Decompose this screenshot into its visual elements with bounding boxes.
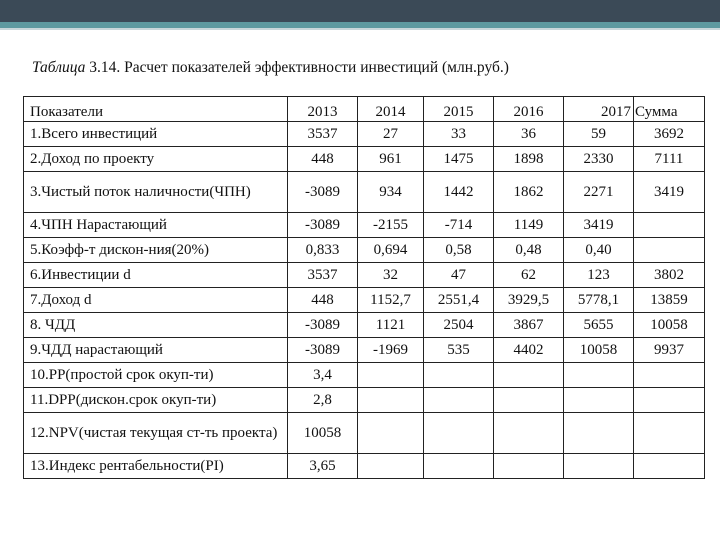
value-2014: 961 <box>358 147 424 172</box>
table-row <box>24 313 705 338</box>
value-2016: 0,48 <box>494 238 564 263</box>
value-2017 <box>564 388 634 413</box>
value-2013: 3537 <box>288 122 358 147</box>
row-label: 11.DPP(дискон.срок окуп-ти) <box>24 388 288 413</box>
value-2017 <box>564 363 634 388</box>
table-row <box>24 388 705 413</box>
value-2015: 33 <box>424 122 494 147</box>
value-2015: 1475 <box>424 147 494 172</box>
row-label: 12.NPV(чистая текущая ст-ть проекта) <box>24 413 288 454</box>
value-2016 <box>494 388 564 413</box>
value-2014: -2155 <box>358 213 424 238</box>
header-2015: 2015 <box>424 97 494 122</box>
value-2013: -3089 <box>288 213 358 238</box>
value-2016: 3867 <box>494 313 564 338</box>
value-2015: 535 <box>424 338 494 363</box>
value-2015: 0,58 <box>424 238 494 263</box>
value-2015 <box>424 454 494 479</box>
value-2016 <box>494 363 564 388</box>
value-2015 <box>424 388 494 413</box>
caption-text: Расчет показателей эффективности инвестиций (млн.руб.) <box>124 59 509 76</box>
table-header-row <box>24 97 705 122</box>
row-label: 1.Всего инвестиций <box>24 122 288 147</box>
investment-efficiency-table <box>23 96 705 479</box>
value-2014: 27 <box>358 122 424 147</box>
value-2015: 2504 <box>424 313 494 338</box>
value-2016: 3929,5 <box>494 288 564 313</box>
value-2014: 32 <box>358 263 424 288</box>
header-2016: 2016 <box>494 97 564 122</box>
value-2017: 5778,1 <box>564 288 634 313</box>
value-2014: 1121 <box>358 313 424 338</box>
row-label: 5.Коэфф-т дискон-ния(20%) <box>24 238 288 263</box>
value-2016 <box>494 454 564 479</box>
value-2013: -3089 <box>288 172 358 213</box>
value-2013: 10058 <box>288 413 358 454</box>
header-2013: 2013 <box>288 97 358 122</box>
table-row <box>24 263 705 288</box>
caption-label: Таблица <box>32 59 86 76</box>
value-2016 <box>494 413 564 454</box>
table-caption <box>32 58 509 78</box>
table-row <box>24 363 705 388</box>
value-2013: 0,833 <box>288 238 358 263</box>
table-row <box>24 147 705 172</box>
value-sum: 7111 <box>634 147 705 172</box>
value-2014: 1152,7 <box>358 288 424 313</box>
value-sum: 9937 <box>634 338 705 363</box>
value-2015 <box>424 363 494 388</box>
value-2013: 448 <box>288 147 358 172</box>
row-label: 8. ЧДД <box>24 313 288 338</box>
value-2017: 59 <box>564 122 634 147</box>
value-2017: 2330 <box>564 147 634 172</box>
value-2014 <box>358 413 424 454</box>
value-2017: 123 <box>564 263 634 288</box>
header-sum: Сумма <box>634 97 705 122</box>
table-row <box>24 122 705 147</box>
value-sum <box>634 363 705 388</box>
slide-top-bar <box>0 0 720 22</box>
row-label: 10.PP(простой срок окуп-ти) <box>24 363 288 388</box>
value-2013: 3537 <box>288 263 358 288</box>
value-2013: 3,65 <box>288 454 358 479</box>
value-2013: 2,8 <box>288 388 358 413</box>
header-2014: 2014 <box>358 97 424 122</box>
value-sum <box>634 238 705 263</box>
row-label: 9.ЧДД нарастающий <box>24 338 288 363</box>
value-2014 <box>358 454 424 479</box>
value-sum <box>634 454 705 479</box>
value-2014: 0,694 <box>358 238 424 263</box>
header-indicators: Показатели <box>24 97 288 122</box>
row-label: 7.Доход d <box>24 288 288 313</box>
table-row <box>24 454 705 479</box>
value-2016: 1862 <box>494 172 564 213</box>
value-2014 <box>358 388 424 413</box>
value-sum <box>634 388 705 413</box>
value-sum: 3692 <box>634 122 705 147</box>
value-2015: 1442 <box>424 172 494 213</box>
table-row <box>24 213 705 238</box>
value-2017: 0,40 <box>564 238 634 263</box>
value-2015: 47 <box>424 263 494 288</box>
row-label: 2.Доход по проекту <box>24 147 288 172</box>
value-2013: 3,4 <box>288 363 358 388</box>
slide-top-line <box>0 28 720 30</box>
caption-number: 3.14. <box>89 59 121 76</box>
value-sum: 3802 <box>634 263 705 288</box>
value-sum: 3419 <box>634 172 705 213</box>
value-2016: 1149 <box>494 213 564 238</box>
table-row <box>24 338 705 363</box>
table-row <box>24 238 705 263</box>
value-2016: 1898 <box>494 147 564 172</box>
value-2016: 4402 <box>494 338 564 363</box>
value-sum <box>634 413 705 454</box>
value-sum: 10058 <box>634 313 705 338</box>
row-label: 13.Индекс рентабельности(PI) <box>24 454 288 479</box>
value-2015: -714 <box>424 213 494 238</box>
value-2015: 2551,4 <box>424 288 494 313</box>
row-label: 4.ЧПН Нарастающий <box>24 213 288 238</box>
value-2016: 62 <box>494 263 564 288</box>
value-2017: 10058 <box>564 338 634 363</box>
row-label: 6.Инвестиции d <box>24 263 288 288</box>
table-row <box>24 288 705 313</box>
value-2013: -3089 <box>288 338 358 363</box>
value-2017: 2271 <box>564 172 634 213</box>
value-2017 <box>564 413 634 454</box>
row-label: 3.Чистый поток наличности(ЧПН) <box>24 172 288 213</box>
value-2013: -3089 <box>288 313 358 338</box>
value-2017: 5655 <box>564 313 634 338</box>
value-2017 <box>564 454 634 479</box>
value-2014: 934 <box>358 172 424 213</box>
value-sum <box>634 213 705 238</box>
table-row <box>24 413 705 454</box>
value-sum: 13859 <box>634 288 705 313</box>
header-2017: 2017 <box>564 97 634 122</box>
value-2014 <box>358 363 424 388</box>
value-2013: 448 <box>288 288 358 313</box>
value-2015 <box>424 413 494 454</box>
value-2016: 36 <box>494 122 564 147</box>
value-2014: -1969 <box>358 338 424 363</box>
table-row <box>24 172 705 213</box>
value-2017: 3419 <box>564 213 634 238</box>
